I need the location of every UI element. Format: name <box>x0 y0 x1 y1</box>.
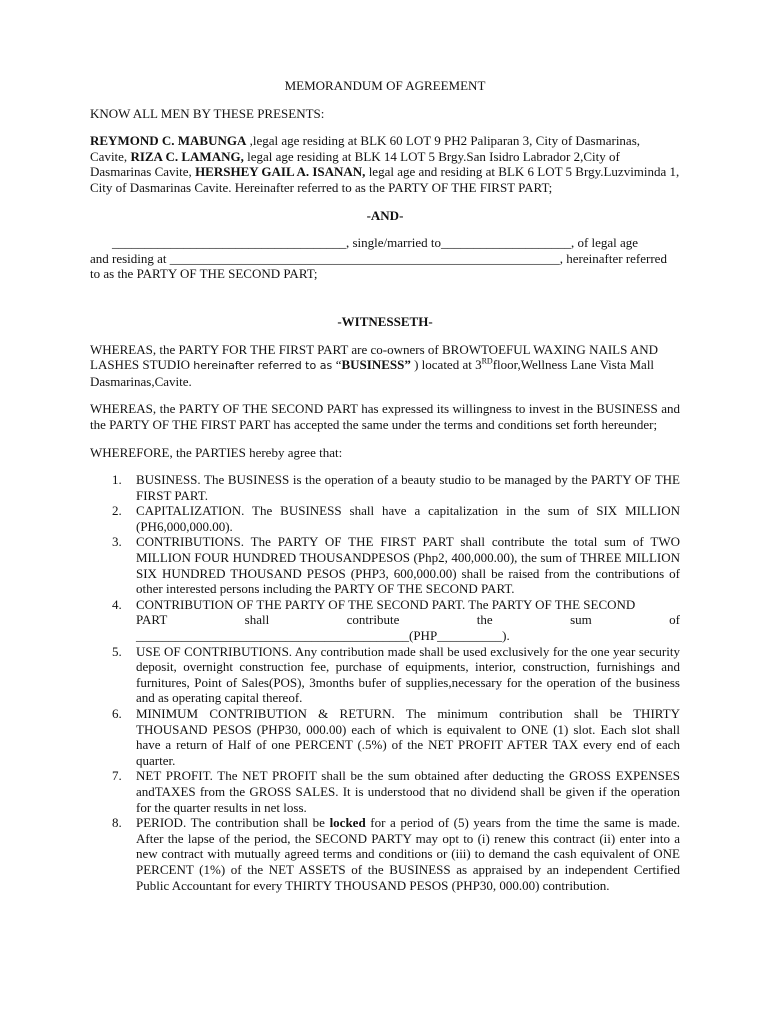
term-number: 5. <box>112 643 122 659</box>
second-party-line-2: and residing at ____________________________________________________________, hereinafter referred <box>90 250 667 266</box>
term-text: CONTRIBUTION OF THE PARTY OF THE SECOND PART. The PARTY OF THE SECOND <box>136 596 636 612</box>
wherefore-line: WHEREFORE, the PARTIES hereby agree that: <box>90 444 343 460</box>
term-item-8 <box>90 815 680 893</box>
terms-list <box>90 472 680 893</box>
first-party-paragraph <box>90 133 680 195</box>
term-item-4 <box>90 597 680 644</box>
witnesseth-label: -WITNESSETH- <box>337 313 433 329</box>
term-item-2 <box>90 503 680 534</box>
whereas1-superscript: RD <box>481 356 493 366</box>
term-text: BUSINESS. The BUSINESS is the operation of a beauty studio to be managed by the PARTY OF THE FIRST PART. <box>136 472 680 503</box>
whereas1-quote: “ <box>335 357 342 373</box>
second-party-line-1: ____________________________________, single/married to____________________, of legal age <box>112 235 639 251</box>
term-text: CAPITALIZATION. The BUSINESS shall have a capitalization in the sum of SIX MILLION (PH6,000,000.00). <box>136 503 680 534</box>
term-item-5 <box>90 644 680 706</box>
second-party-paragraph <box>90 235 680 282</box>
term-bold-word: locked <box>329 815 366 831</box>
whereas1-business: BUSINESS” <box>341 357 411 373</box>
intro-line: KNOW ALL MEN BY THESE PRESENTS: <box>90 105 325 121</box>
whereas1-text-a: WHEREAS, the PARTY FOR THE FIRST PART are co-owners of BROWTOEFUL WAXING NAILS AND LASHES STUDIO <box>90 341 659 373</box>
second-party-line-3: to as the PARTY OF THE SECOND PART; <box>90 266 318 282</box>
party-name-3: HERSHEY GAIL A. ISANAN, <box>195 164 366 180</box>
contribution-word: the <box>476 612 493 628</box>
term-item-6 <box>90 706 680 768</box>
whereas1-text-g: floor,Wellness Lane Vista Mall Dasmarinas,Cavite. <box>90 357 655 389</box>
term-item-1 <box>90 472 680 503</box>
contribution-words-line <box>136 612 680 628</box>
term-text: for a period of (5) years from the time the same is made. After the lapse of the period, the SECOND PARTY may opt to (i) renew this contract (ii) enter into a new contract with mutually agreed terms and conditions or (iii) to demand the cash equivalent of ONE PERCENT (1%) of the NET ASSETS of the BUSINESS as appraised by an independent Certified Public Accountant for every THIRTY THOUSAND PESOS (PHP30, 000.00) contribution. <box>136 815 680 893</box>
party-text-3: legal age and residing at BLK 6 LOT 5 Brgy.Luzviminda 1, City of Dasmarinas Cavite. Hereinafter referred to as the PARTY OF THE FIRST PART; <box>90 164 680 195</box>
whereas1-text-e: ) located at 3 <box>410 357 482 373</box>
party-text-1: ,legal age residing at BLK 60 LOT 9 PH2 Paliparan 3, City of Dasmarinas, Cavite, <box>90 133 641 164</box>
and-separator <box>90 208 680 224</box>
term-text: NET PROFIT. The NET PROFIT shall be the sum obtained after deducting the GROSS EXPENSES andTAXES from the GROSS SALES. It is understood that no dividend shall be given if the operation for the quarter results in net loss. <box>136 768 680 815</box>
contribution-word: sum <box>570 612 592 628</box>
term-item-3 <box>90 534 680 596</box>
document-title: MEMORANDUM OF AGREEMENT <box>284 78 486 93</box>
party-text-2: legal age residing at BLK 14 LOT 5 Brgy.San Isidro Labrador 2,City of Dasmarinas Cavite, <box>90 148 620 180</box>
term-number: 8. <box>112 815 122 831</box>
term-number: 6. <box>112 706 122 721</box>
term-number: 3. <box>112 534 122 550</box>
contribution-blank: __________________________________________(PHP__________). <box>136 628 510 644</box>
term-text: MINIMUM CONTRIBUTION & RETURN. The minimum contribution shall be THIRTY THOUSAND PESOS (PHP30, 000.00) each of which is equivalent to ONE (1) slot. Each slot shall have a return of Half of one PERCENT (.5%) of the NET PROFIT AFTER TAX every end of each quarter. <box>136 706 680 768</box>
term-number: 4. <box>112 596 122 612</box>
party-name-1: REYMOND C. MABUNGA <box>90 133 247 149</box>
term-number: 2. <box>112 503 122 519</box>
and-label: -AND- <box>366 207 404 223</box>
contribution-word: of <box>669 612 680 628</box>
term-item-7 <box>90 768 680 815</box>
term-number: 1. <box>112 472 122 488</box>
term-text: USE OF CONTRIBUTIONS. Any contribution made shall be used exclusively for the one year security deposit, overnight construction fee, purchase of equipments, interior, construction, furnishings and furnitures, Point of Sales(POS), 3months bufer of supplies,necessary for the operation of the business and as operating capital thereof. <box>136 643 680 706</box>
whereas-paragraph-2: WHEREAS, the PARTY OF THE SECOND PART has expressed its willingness to invest in the BUSINESS and the PARTY OF THE FIRST PART has accepted the same under the terms and conditions set forth hereunder; <box>90 401 680 432</box>
witnesseth-heading <box>90 314 680 330</box>
contribution-word: contribute <box>346 612 400 628</box>
party-name-2: RIZA C. LAMANG, <box>130 148 244 164</box>
term-text: CONTRIBUTIONS. The PARTY OF THE FIRST PART shall contribute the total sum of TWO MILLION FOUR HUNDRED THOUSANDPESOS (Php2, 400,000.00), the sum of THREE MILLION SIX HUNDRED THOUSAND PESOS (PHP3, 600,000.00) shall be raised from the contributions of other interested persons including the PARTY OF THE SECOND PART. <box>136 534 680 597</box>
whereas-paragraph-1 <box>90 342 680 390</box>
whereas1-text-b: hereinafter referred to as <box>193 359 336 373</box>
document-page <box>90 78 680 893</box>
contribution-word: PART <box>136 612 168 628</box>
term-text: PERIOD. The contribution shall be <box>136 815 330 831</box>
contribution-word: shall <box>244 612 270 628</box>
term-number: 7. <box>112 768 122 784</box>
